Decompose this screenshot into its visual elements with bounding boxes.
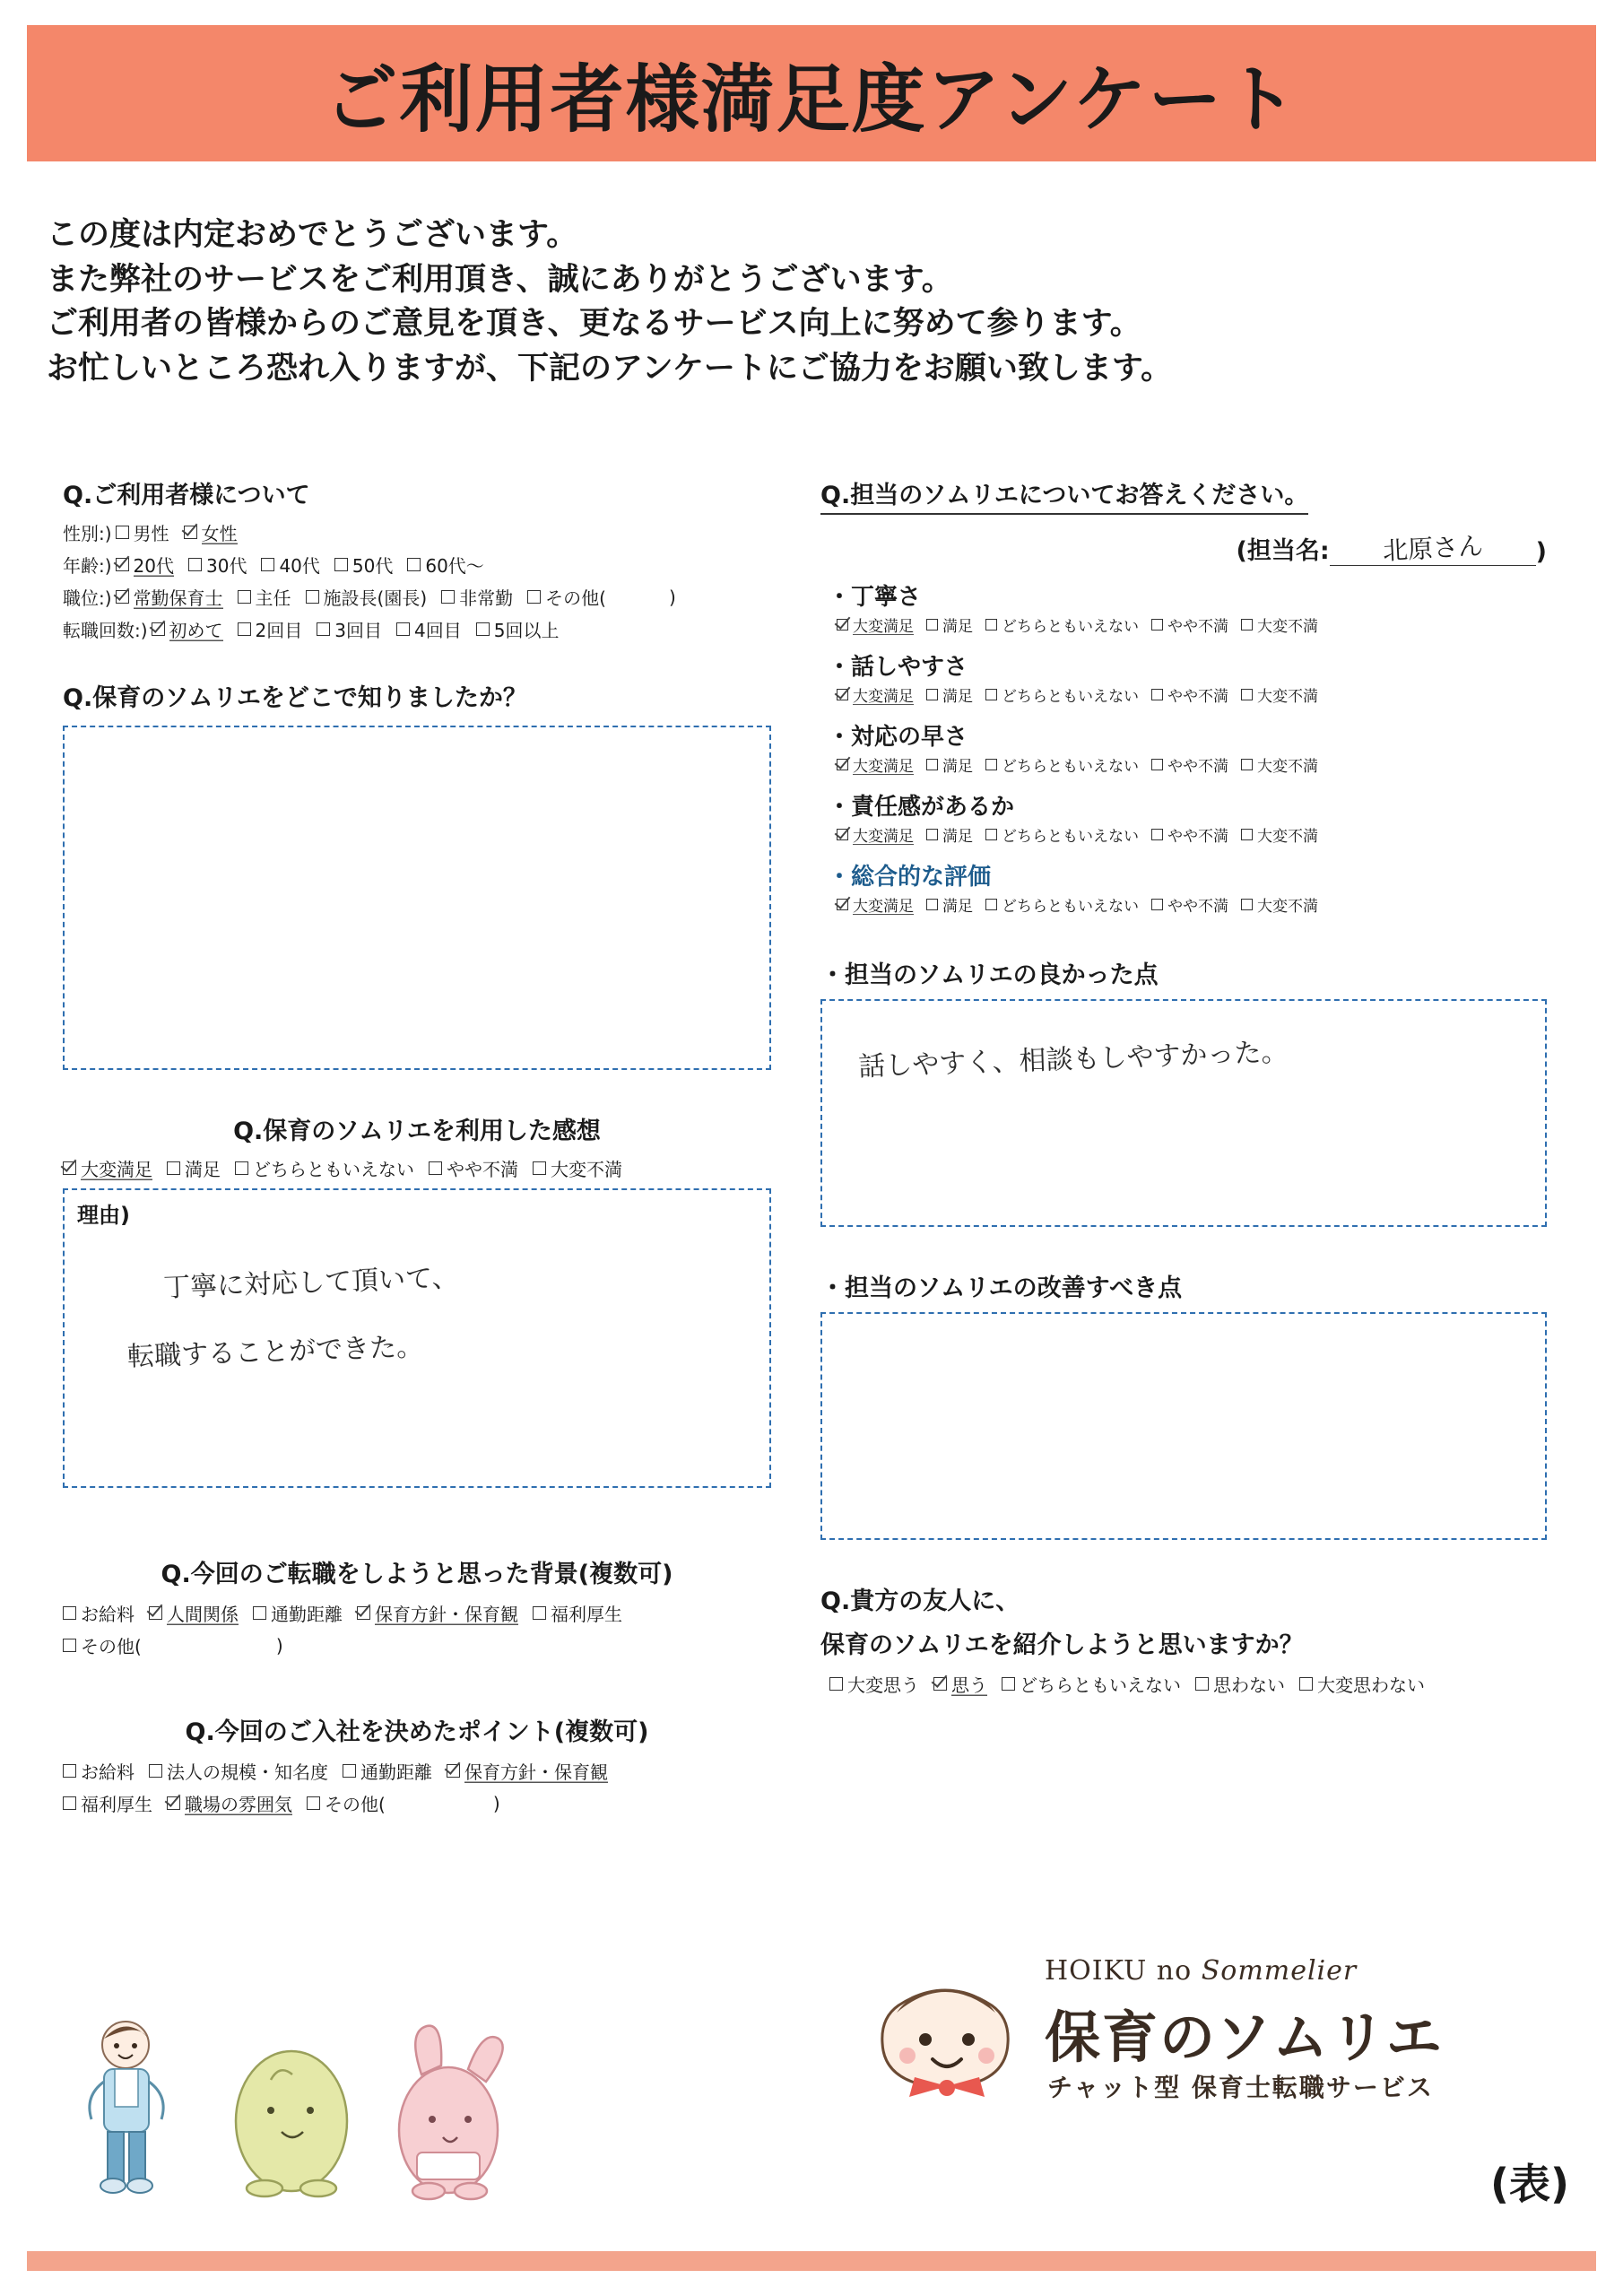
rating-item-overall-label: ・総合的な評価	[828, 864, 992, 891]
impression-option-label: 大変不満	[551, 1159, 622, 1180]
position-option-fulltime-teacher[interactable]	[116, 584, 223, 610]
referral-options-row	[829, 1671, 1547, 1697]
checkbox-icon[interactable]	[441, 590, 455, 604]
checkbox-icon[interactable]	[926, 619, 938, 631]
rating-option-satisfied[interactable]: 満足	[926, 823, 973, 846]
referral-option-strongly-yes[interactable]: 大変思う	[829, 1671, 919, 1697]
decision-option-commute[interactable]	[343, 1758, 432, 1784]
checkbox-icon[interactable]	[926, 759, 938, 770]
checkbox-icon[interactable]	[307, 1796, 320, 1810]
checkbox-icon[interactable]	[63, 1606, 76, 1620]
job-change-count-row	[63, 616, 771, 642]
job-change-option-3[interactable]	[317, 616, 382, 642]
rating-option-very-dissatisfied[interactable]: 大変不満	[1241, 613, 1318, 636]
job-change-label: 転職回数:)	[63, 620, 148, 641]
checkbox-icon[interactable]	[527, 590, 541, 604]
decision-option-policy[interactable]	[447, 1758, 608, 1784]
rating-option-neutral[interactable]: どちらともいえない	[985, 683, 1139, 706]
job-change-option-2[interactable]	[238, 616, 303, 642]
rating-item-politeness-label: ・丁寧さ	[828, 584, 922, 611]
rating-item-responsibility-options	[837, 823, 1547, 846]
job-change-option-label: 2回目	[255, 620, 303, 641]
age-option-label: 30代	[206, 555, 247, 577]
checkbox-icon[interactable]	[926, 899, 938, 910]
checkbox-icon[interactable]	[152, 622, 165, 636]
checkbox-icon[interactable]	[396, 622, 410, 636]
checkbox-icon[interactable]	[933, 1677, 947, 1691]
background-option-label: お給料	[81, 1604, 135, 1625]
left-column	[63, 475, 771, 1822]
mascot-face-icon	[861, 1973, 1031, 2117]
age-option-60s-plus[interactable]	[407, 552, 483, 578]
position-option-label: 施設長(園長)	[323, 587, 428, 609]
improvement-points-title: ・担当のソムリエの改善すべき点	[820, 1274, 1183, 1302]
page-header-banner	[27, 25, 1596, 161]
checkbox-icon[interactable]	[1241, 899, 1253, 910]
checkbox-icon[interactable]	[837, 829, 848, 840]
sommelier-name-label: (担当名:	[1236, 537, 1330, 565]
decision-title: Q.今回のご入社を決めたポイント(複数可)	[185, 1718, 649, 1746]
job-change-option-5plus[interactable]	[476, 616, 560, 642]
checkbox-icon[interactable]	[63, 1796, 76, 1810]
rating-option-very-satisfied[interactable]: 大変満足	[837, 683, 914, 706]
referral-option-strongly-no[interactable]: 大変思わない	[1299, 1671, 1425, 1697]
rating-option-somewhat-dissatisfied[interactable]: やや不満	[1151, 753, 1228, 776]
job-change-option-label: 3回目	[334, 620, 383, 641]
checkbox-icon[interactable]	[149, 1606, 162, 1620]
rating-option-very-dissatisfied[interactable]: 大変不満	[1241, 823, 1318, 846]
sommelier-name-value: 北原さん	[1381, 531, 1484, 566]
impression-reason-label: 理由)	[77, 1203, 130, 1228]
job-change-option-label: 初めて	[169, 616, 223, 642]
page-side-mark: (表)	[1489, 2160, 1569, 2208]
checkbox-icon[interactable]	[357, 1606, 370, 1620]
rating-option-somewhat-dissatisfied[interactable]: やや不満	[1151, 683, 1228, 706]
page-title: ご利用者様満足度アンケート	[324, 57, 1299, 143]
kids-illustration	[63, 2005, 619, 2211]
position-option-chief[interactable]	[238, 584, 291, 610]
rating-item-approachability-options	[837, 683, 1547, 706]
position-option-label: 非常勤	[459, 587, 514, 609]
checkbox-icon[interactable]	[63, 1161, 76, 1175]
checkbox-icon[interactable]	[188, 558, 202, 571]
background-option-label: 通勤距離	[271, 1604, 343, 1625]
position-option-other[interactable]	[527, 584, 676, 610]
rating-item-responsiveness-options	[837, 753, 1547, 776]
rating-item-responsibility-label: ・責任感があるか	[828, 794, 1015, 821]
decision-option-label: 職場の雰囲気	[185, 1790, 292, 1816]
checkbox-icon[interactable]	[985, 759, 997, 770]
checkbox-icon[interactable]	[533, 1606, 546, 1620]
rating-option-very-dissatisfied[interactable]: 大変不満	[1241, 683, 1318, 706]
job-change-option-label: 4回目	[414, 620, 462, 641]
decision-option-label: お給料	[81, 1761, 135, 1783]
position-option-parttime[interactable]	[441, 584, 513, 610]
decision-option-benefits[interactable]	[63, 1790, 152, 1816]
age-option-label: 50代	[352, 555, 394, 577]
checkbox-icon[interactable]	[985, 829, 997, 840]
checkbox-icon[interactable]	[1241, 619, 1253, 631]
logo-brand-name: 保育のソムリエ	[1045, 2005, 1444, 2070]
checkbox-icon[interactable]	[116, 526, 129, 539]
checkbox-icon[interactable]	[63, 1639, 76, 1652]
checkbox-icon[interactable]	[926, 829, 938, 840]
decision-option-label: 法人の規模・知名度	[167, 1761, 328, 1783]
rating-option-very-satisfied[interactable]: 大変満足	[837, 823, 914, 846]
checkbox-icon[interactable]	[1195, 1677, 1209, 1691]
gender-option-female[interactable]	[184, 519, 238, 545]
job-change-option-4[interactable]	[396, 616, 462, 642]
rating-option-very-satisfied[interactable]: 大変満足	[837, 753, 914, 776]
position-option-director[interactable]	[306, 584, 428, 610]
decision-option-label: その他(	[325, 1794, 386, 1815]
referral-title-line-2: 保育のソムリエを紹介しようと思いますか？	[820, 1631, 1304, 1659]
position-other-close: )	[668, 586, 676, 608]
intro-line-4: お忙しいところ恐れ入りますが、下記のアンケートにご協力をお願い致します。	[47, 351, 1173, 387]
impression-option-neutral[interactable]	[235, 1155, 414, 1181]
right-column	[820, 475, 1547, 1703]
sommelier-name-close: )	[1535, 538, 1547, 566]
checkbox-icon[interactable]	[167, 1796, 180, 1810]
rating-option-somewhat-dissatisfied[interactable]: やや不満	[1151, 613, 1228, 636]
checkbox-icon[interactable]	[235, 1161, 248, 1175]
good-points-title: ・担当のソムリエの良かった点	[820, 961, 1159, 989]
background-other-close: )	[275, 1634, 283, 1657]
checkbox-icon[interactable]	[306, 590, 319, 604]
checkbox-icon[interactable]	[476, 622, 490, 636]
job-change-option-label: 5回以上	[493, 620, 560, 641]
rating-item-overall-options	[837, 893, 1547, 916]
checkbox-icon[interactable]	[1002, 1677, 1015, 1691]
rating-option-satisfied[interactable]: 満足	[926, 753, 973, 776]
impression-reason-line-2: 転職することができた。	[126, 1331, 424, 1373]
intro-line-1: この度は内定おめでとうございます。	[47, 217, 578, 253]
position-row	[63, 584, 771, 610]
impression-reason-box[interactable]	[63, 1188, 771, 1488]
checkbox-icon[interactable]	[837, 899, 848, 910]
checkbox-icon[interactable]	[429, 1161, 442, 1175]
impression-option-label: どちらともいえない	[253, 1159, 414, 1180]
checkbox-icon[interactable]	[985, 619, 997, 631]
intro-line-2: また弊社のサービスをご利用頂き、誠にありがとうございます。	[47, 261, 953, 298]
rating-option-somewhat-dissatisfied[interactable]: やや不満	[1151, 823, 1228, 846]
impression-options-row	[63, 1155, 771, 1181]
checkbox-icon[interactable]	[1299, 1677, 1313, 1691]
checkbox-icon[interactable]	[926, 689, 938, 700]
rating-option-neutral[interactable]: どちらともいえない	[985, 753, 1139, 776]
age-row	[63, 552, 771, 578]
checkbox-icon[interactable]	[116, 590, 129, 604]
background-title: Q.今回のご転職をしようと思った背景(複数可)	[161, 1561, 673, 1588]
intro-line-3: ご利用者の皆様からのご意見を頂き、更なるサービス向上に努めて参ります。	[47, 306, 1141, 343]
checkbox-icon[interactable]	[837, 619, 848, 631]
checkbox-icon[interactable]	[837, 689, 848, 700]
checkbox-icon[interactable]	[238, 590, 251, 604]
improvement-points-answer-box[interactable]	[820, 1312, 1547, 1540]
checkbox-icon[interactable]	[985, 689, 997, 700]
rating-item-politeness-options	[837, 613, 1547, 636]
background-option-label: その他(	[81, 1636, 142, 1657]
checkbox-icon[interactable]	[829, 1677, 843, 1691]
intro-paragraph	[47, 213, 1571, 392]
decision-option-label: 通勤距離	[360, 1761, 432, 1783]
checkbox-icon[interactable]	[334, 558, 348, 571]
decision-option-salary[interactable]	[63, 1758, 135, 1784]
position-label: 職位:)	[63, 587, 112, 609]
rating-option-satisfied[interactable]: 満足	[926, 683, 973, 706]
impression-option-somewhat-dissatisfied[interactable]	[429, 1155, 518, 1181]
rating-option-very-dissatisfied[interactable]: 大変不満	[1241, 893, 1318, 916]
logo-tagline-en: HOIKU no Sommelier	[1045, 1955, 1358, 1987]
impression-option-very-satisfied[interactable]	[63, 1155, 152, 1181]
where-heard-title: Q.保育のソムリエをどこで知りましたか？	[63, 684, 527, 712]
where-heard-answer-box[interactable]	[63, 726, 771, 1070]
position-option-label: 主任	[255, 587, 291, 609]
age-option-20s[interactable]	[116, 552, 174, 578]
checkbox-icon[interactable]	[261, 558, 274, 571]
background-other-row	[63, 1632, 771, 1658]
decision-option-scale[interactable]	[149, 1758, 328, 1784]
checkbox-icon[interactable]	[343, 1764, 356, 1778]
impression-option-label: やや不満	[447, 1159, 518, 1180]
age-option-label: 60代〜	[425, 555, 484, 577]
decision-options-row-2	[63, 1790, 771, 1816]
checkbox-icon[interactable]	[837, 759, 848, 770]
background-option-relationships[interactable]	[149, 1600, 239, 1626]
rating-option-neutral[interactable]: どちらともいえない	[985, 823, 1139, 846]
background-option-policy[interactable]	[357, 1600, 518, 1626]
good-points-answer-box[interactable]	[820, 999, 1547, 1227]
checkbox-icon[interactable]	[1151, 619, 1163, 631]
checkbox-icon[interactable]	[149, 1764, 162, 1778]
gender-option-male[interactable]	[116, 519, 169, 545]
about-section-title: Q.ご利用者様について	[63, 482, 310, 509]
checkbox-icon[interactable]	[317, 622, 330, 636]
impression-option-very-dissatisfied[interactable]	[533, 1155, 622, 1181]
footer-bar	[27, 2251, 1596, 2271]
background-option-commute[interactable]	[253, 1600, 343, 1626]
rating-option-neutral[interactable]: どちらともいえない	[985, 893, 1139, 916]
checkbox-icon[interactable]	[184, 526, 197, 539]
referral-title-line-1: Q.貴方の友人に、	[820, 1587, 1020, 1615]
checkbox-icon[interactable]	[407, 558, 421, 571]
decision-option-other[interactable]	[307, 1790, 500, 1816]
checkbox-icon[interactable]	[116, 558, 129, 571]
decision-option-atmosphere[interactable]	[167, 1790, 292, 1816]
checkbox-icon[interactable]	[985, 899, 997, 910]
checkbox-icon[interactable]	[253, 1606, 266, 1620]
gender-row	[63, 519, 771, 545]
background-option-benefits[interactable]	[533, 1600, 622, 1626]
age-label: 年齢:)	[63, 555, 112, 577]
referral-option-no[interactable]: 思わない	[1195, 1671, 1285, 1697]
good-points-answer-text: 話しやすく、相談もしやすかった。	[857, 1036, 1289, 1083]
rating-option-very-satisfied[interactable]: 大変満足	[837, 893, 914, 916]
checkbox-icon[interactable]	[533, 1161, 546, 1175]
impression-option-label: 大変満足	[81, 1155, 152, 1181]
job-change-option-first[interactable]	[152, 616, 223, 642]
age-option-40s[interactable]	[261, 552, 319, 578]
sommelier-name-row	[820, 529, 1547, 566]
position-option-label: 常勤保育士	[134, 584, 223, 610]
rating-item-approachability-label: ・話しやすさ	[828, 654, 968, 681]
background-option-salary[interactable]	[63, 1600, 135, 1626]
checkbox-icon[interactable]	[1241, 759, 1253, 770]
rating-option-somewhat-dissatisfied[interactable]: やや不満	[1151, 893, 1228, 916]
checkbox-icon[interactable]	[1151, 829, 1163, 840]
checkbox-icon[interactable]	[1151, 759, 1163, 770]
rating-option-neutral[interactable]: どちらともいえない	[985, 613, 1139, 636]
age-option-label: 20代	[134, 552, 174, 578]
checkbox-icon[interactable]	[1151, 899, 1163, 910]
background-option-other[interactable]	[63, 1632, 283, 1658]
checkbox-icon[interactable]	[167, 1161, 180, 1175]
background-option-label: 保育方針・保育観	[375, 1600, 518, 1626]
checkbox-icon[interactable]	[1241, 829, 1253, 840]
checkbox-icon[interactable]	[1241, 689, 1253, 700]
background-options-row	[63, 1600, 771, 1626]
background-option-label: 福利厚生	[551, 1604, 622, 1625]
decision-options-row-1	[63, 1758, 771, 1784]
impression-option-label: 満足	[185, 1159, 221, 1180]
impression-reason-line-1: 丁寧に対応して頂いて、	[162, 1262, 460, 1304]
age-option-30s[interactable]	[188, 552, 247, 578]
age-option-50s[interactable]	[334, 552, 393, 578]
rating-option-satisfied[interactable]: 満足	[926, 893, 973, 916]
decision-option-label: 福利厚生	[81, 1794, 152, 1815]
referral-option-yes[interactable]: 思う	[933, 1671, 987, 1697]
rating-item-responsiveness-label: ・対応の早さ	[828, 724, 968, 751]
gender-label: 性別:)	[63, 523, 112, 544]
referral-option-neutral[interactable]: どちらともいえない	[1002, 1671, 1181, 1697]
checkbox-icon[interactable]	[1151, 689, 1163, 700]
checkbox-icon[interactable]	[63, 1764, 76, 1778]
decision-option-label: 保育方針・保育観	[464, 1758, 608, 1784]
impression-option-satisfied[interactable]	[167, 1155, 221, 1181]
logo-service-description: チャット型 保育士転職サービス	[1047, 2073, 1434, 2102]
gender-option-label: 女性	[202, 519, 238, 545]
background-option-label: 人間関係	[167, 1600, 239, 1626]
sommelier-section-title: Q.担当のソムリエについてお答えください。	[820, 475, 1308, 515]
gender-option-label: 男性	[133, 523, 169, 544]
brand-logo	[852, 1955, 1480, 2161]
rating-option-satisfied[interactable]: 満足	[926, 613, 973, 636]
checkbox-icon[interactable]	[447, 1764, 460, 1778]
position-option-label: その他(	[545, 587, 606, 609]
rating-option-very-dissatisfied[interactable]: 大変不満	[1241, 753, 1318, 776]
rating-option-very-satisfied[interactable]: 大変満足	[837, 613, 914, 636]
decision-other-close: )	[492, 1792, 500, 1814]
age-option-label: 40代	[279, 555, 320, 577]
checkbox-icon[interactable]	[238, 622, 251, 636]
impression-title: Q.保育のソムリエを利用した感想	[233, 1118, 601, 1145]
